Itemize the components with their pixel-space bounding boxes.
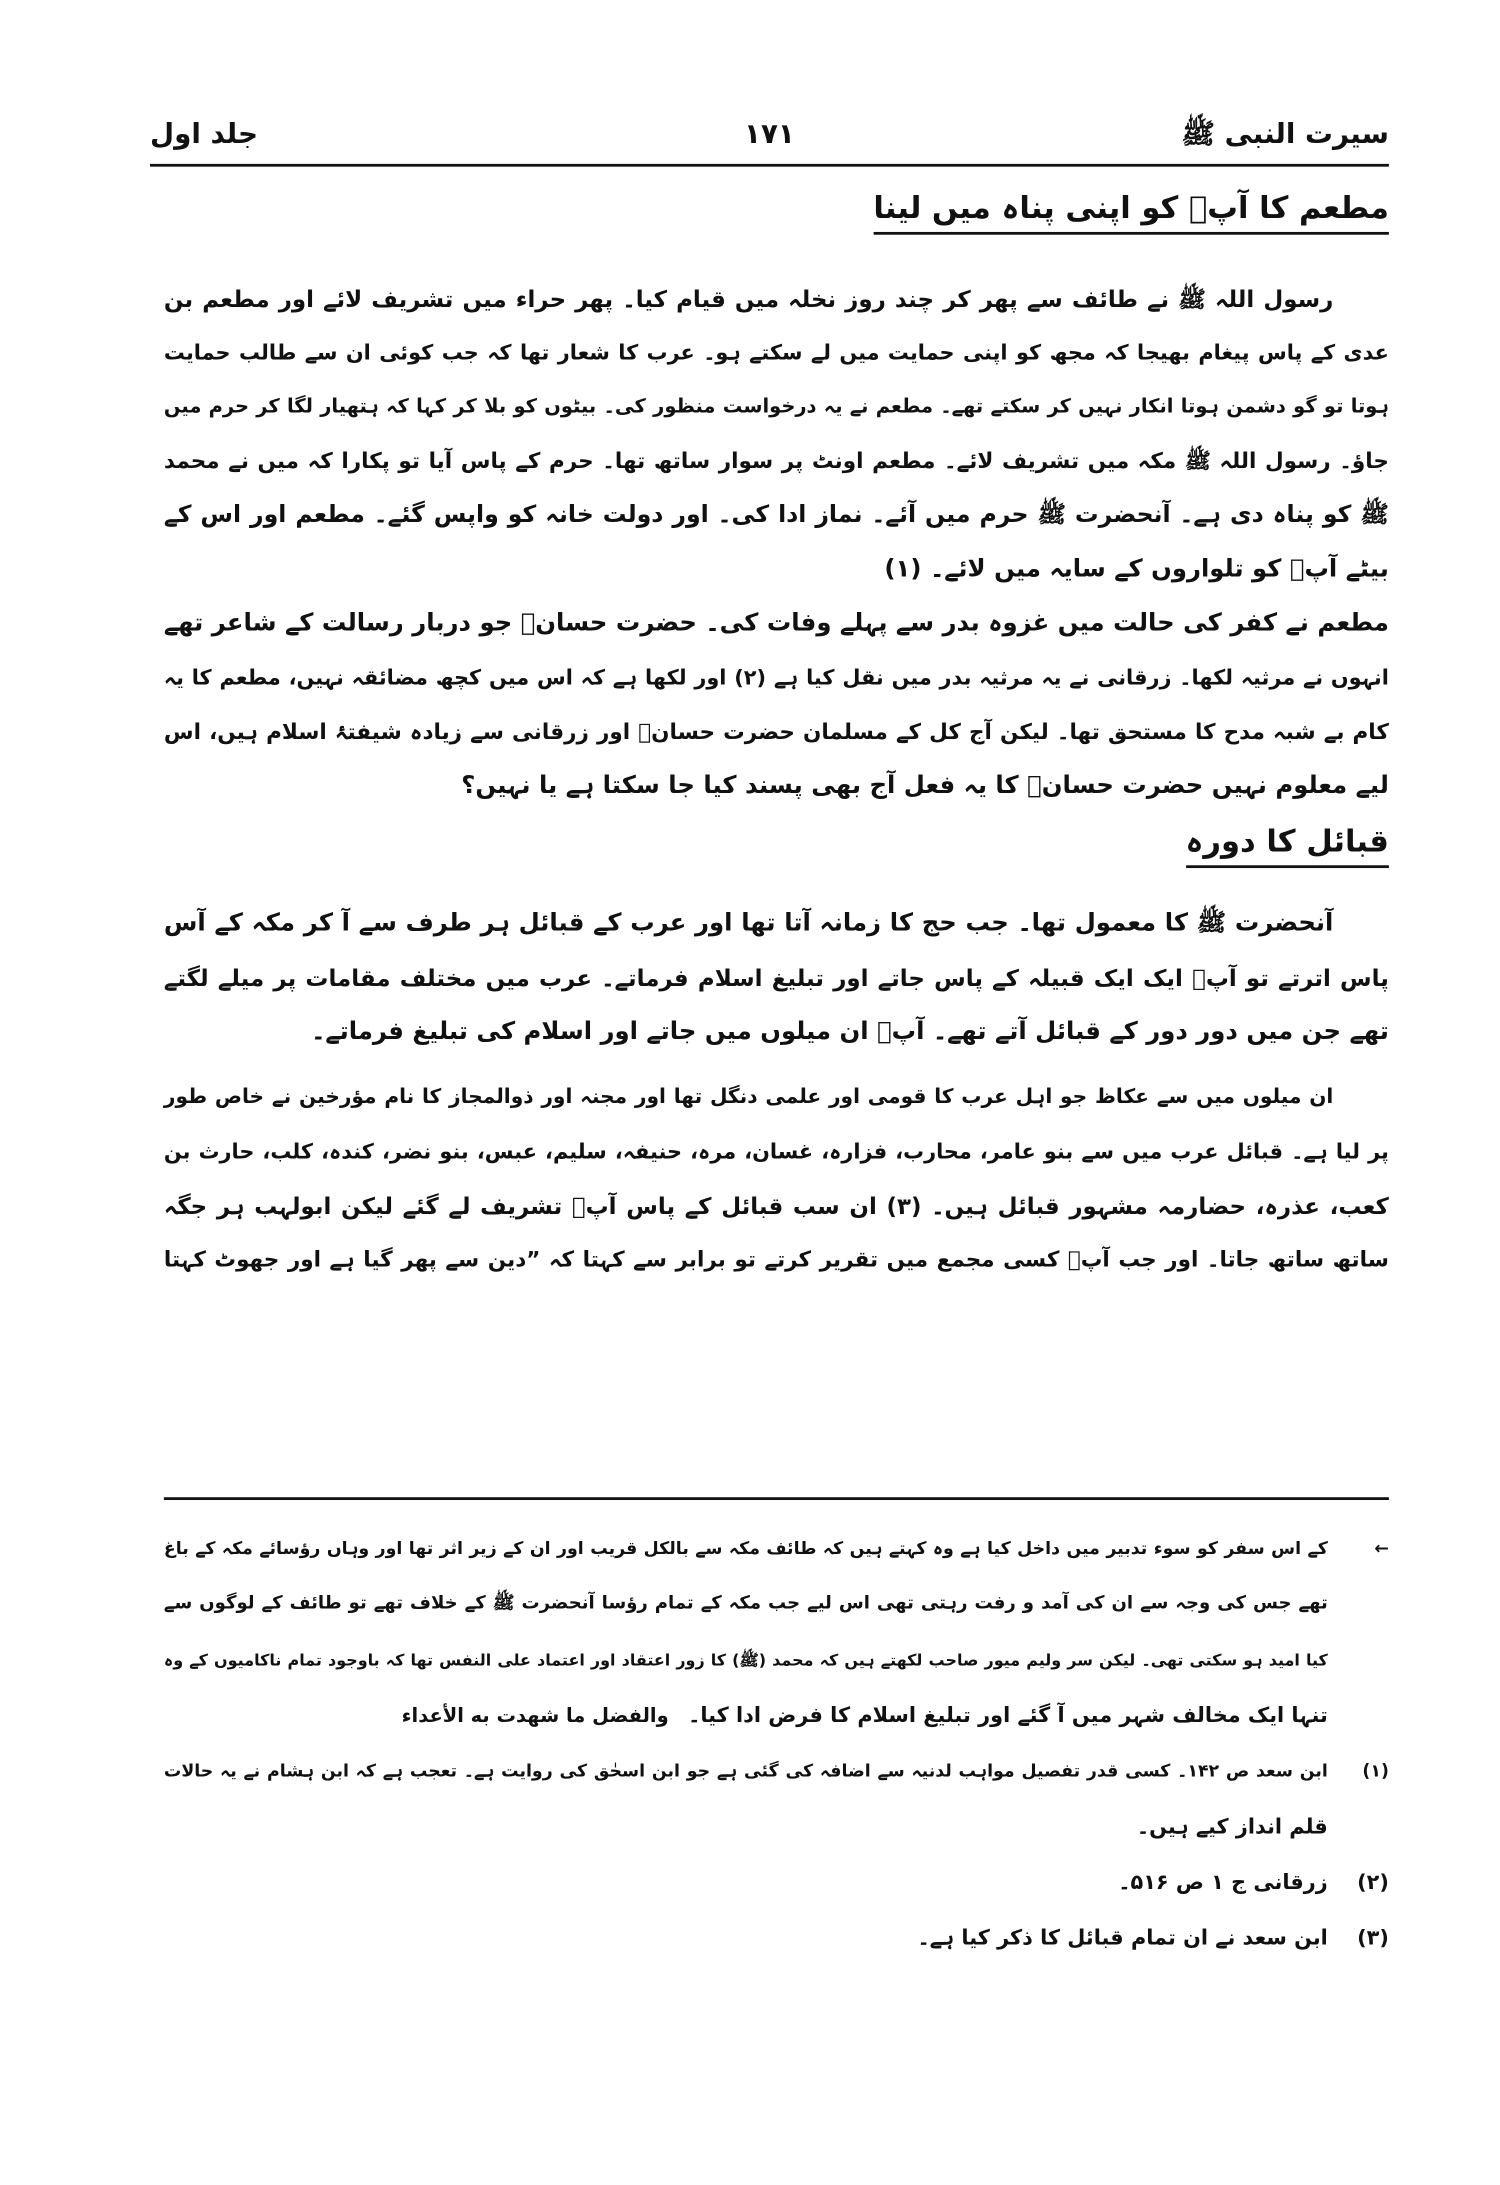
text-line: مطعم نے کفر کی حالت میں غزوہ بدر سے پہلے وفات کی۔ حضرت حسانؓ جو دربار رسالت کے شاعر تھے (163, 609, 1389, 638)
footnote-marker: (۱) (1362, 1759, 1389, 1781)
section-heading: قبائل کا دورہ (1186, 825, 1389, 868)
text-line: ان میلوں میں سے عکاظ جو اہل عرب کا قومی اور علمی دنگل تھا اور مجنہ اور ذوالمجاز کا نام مؤرخین نے خاص طور (163, 1086, 1334, 1109)
text-line: جاؤ۔ رسول اللہ ﷺ مکہ میں تشریف لائے۔ مطعم اونٹ پر سوار ساتھ تھا۔ حرم کے پاس آیا تو پکارا کہ میں نے محمد (163, 448, 1389, 474)
text-line: بیٹے آپؐ کو تلواروں کے سایہ میں لائے۔ (۱) (884, 555, 1389, 584)
text-line: پر لیا ہے۔ قبائل عرب میں سے بنو عامر، محارب، فزارہ، غسان، مرہ، حنیفہ، سلیم، عبس، بنو نضر، کندہ، کلب، حارث بن (163, 1138, 1389, 1164)
paragraph (164, 897, 1389, 1060)
text-line: انہوں نے مرثیہ لکھا۔ زرقانی نے یہ مرثیہ بدر میں نقل کیا ہے (۲) اور لکھا ہے کہ اس میں کچھ مضائقہ نہیں، مطعم کا یہ (163, 665, 1389, 691)
footnote-marker: (۳) (1357, 1925, 1389, 1951)
footnote-text: زرقانی ج ۱ ص ۵۱۶۔ (1118, 1869, 1328, 1895)
paragraph (164, 1071, 1389, 1288)
running-header (150, 117, 1389, 167)
section-heading: مطعم کا آپؐ کو اپنی پناہ میں لینا (873, 192, 1388, 235)
arabic-quote: والفضل ما شهدت به الأعداء (401, 1705, 669, 1728)
text-line: رسول اللہ ﷺ نے طائف سے پھر کر چند روز نخلہ میں قیام کیا۔ پھر حراء میں تشریف لائے اور مطعم بن (163, 286, 1334, 313)
footnote-text: قلم انداز کیے ہیں۔ (1136, 1813, 1328, 1839)
text-line: آنحضرت ﷺ کا معمول تھا۔ جب حج کا زمانہ آتا تھا اور عرب کے قبائل ہر طرف سے آ کر مکہ کے آس (163, 909, 1334, 938)
footnote-line: تنہا ایک مخالف شہر میں آ گئے اور تبلیغ اسلام کا فرض ادا کیا۔ (688, 1702, 1328, 1728)
text-line: ساتھ ساتھ جاتا۔ اور جب آپؐ کسی مجمع میں تقریر کرتے تو برابر سے کہتا کہ ”دین سے پھر گیا ہے اور جھوٹ کہتا (163, 1247, 1389, 1273)
page-number: ۱۷۱ (744, 116, 795, 151)
footnote-divider (164, 1497, 1389, 1500)
text-line: کام بے شبہ مدح کا مستحق تھا۔ لیکن آج کل کے مسلمان حضرت حسانؓ اور زرقانی سے زیادہ شیفتۂ اسلام ہیں، اس (163, 719, 1389, 745)
footnote-line: کیا امید ہو سکتی تھی۔ لیکن سر ولیم میور صاحب لکھتے ہیں کہ محمد (ﷺ) کا زور اعتقاد اور اعتماد علی النفس تھا کہ باوجود تمام ناکامیوں کے وہ (163, 1650, 1328, 1670)
footnote-text: ابن سعد نے ان تمام قبائل کا ذکر کیا ہے۔ (917, 1925, 1328, 1951)
text-line: تھے جن میں دور دور کے قبائل آتے تھے۔ آپؐ ان میلوں میں جاتے اور اسلام کی تبلیغ فرماتے۔ (311, 1018, 1389, 1046)
volume-label: جلد اول (150, 116, 258, 151)
paragraph (164, 272, 1389, 597)
arrow-left-icon: ← (1374, 1537, 1389, 1559)
section-mutim (164, 192, 1389, 1288)
footnote-line: کے اس سفر کو سوء تدبیر میں داخل کیا ہے وہ کہتے ہیں کہ طائف مکہ سے بالکل قریب اور ان کے زیر اثر تھا اور وہاں رؤسائے مکہ کے باغ (163, 1537, 1328, 1559)
footnote-line: تھے جس کی وجہ سے ان کی آمد و رفت رہتی تھی اس لیے جب مکہ کے تمام رؤسا آنحضرت ﷺ کے خلاف تھے تو طائف کے لوگوں سے (163, 1593, 1328, 1614)
book-title: سیرت النبی ﷺ (1181, 116, 1389, 151)
paragraph (164, 597, 1389, 814)
footnote-marker: (۲) (1357, 1869, 1389, 1895)
text-line: کعب، عذرہ، حضارمہ مشہور قبائل ہیں۔ (۳) ان سب قبائل کے پاس آپؐ تشریف لے گئے لیکن ابولہب ہر جگہ (163, 1193, 1389, 1220)
text-line: عدی کے پاس پیغام بھیجا کہ مجھ کو اپنی حمایت میں لے سکتے ہو۔ عرب کا شعار تھا کہ جب کوئی ان سے طالب حمایت (163, 340, 1389, 366)
text-line: لیے معلوم نہیں حضرت حسانؓ کا یہ فعل آج بھی پسند کیا جا سکتا ہے یا نہیں؟ (461, 772, 1389, 801)
text-line: ﷺ کو پناہ دی ہے۔ آنحضرت ﷺ حرم میں آئے۔ نماز ادا کی۔ اور دولت خانہ کو واپس گئے۔ مطعم اور اس کے (163, 501, 1389, 530)
footnote-text: ابن سعد ص ۱۴۲۔ کسی قدر تفصیل مواہب لدنیہ سے اضافہ کی گئی ہے جو ابن اسحٰق کی روایت ہے۔ تعجب ہے کہ ابن ہشام نے یہ حالات (163, 1759, 1328, 1781)
text-line: ہوتا تو گو دشمن ہوتا انکار نہیں کر سکتے تھے۔ مطعم نے یہ درخواست منظور کی۔ بیٹوں کو بلا کر کہا کہ ہتھیار لگا کر حرم میں (163, 395, 1389, 419)
footnotes (164, 1521, 1389, 1965)
text-line: پاس اترتے تو آپؐ ایک ایک قبیلہ کے پاس جاتے اور تبلیغ اسلام فرماتے۔ عرب میں مختلف مقامات پر میلے لگتے (163, 965, 1389, 992)
